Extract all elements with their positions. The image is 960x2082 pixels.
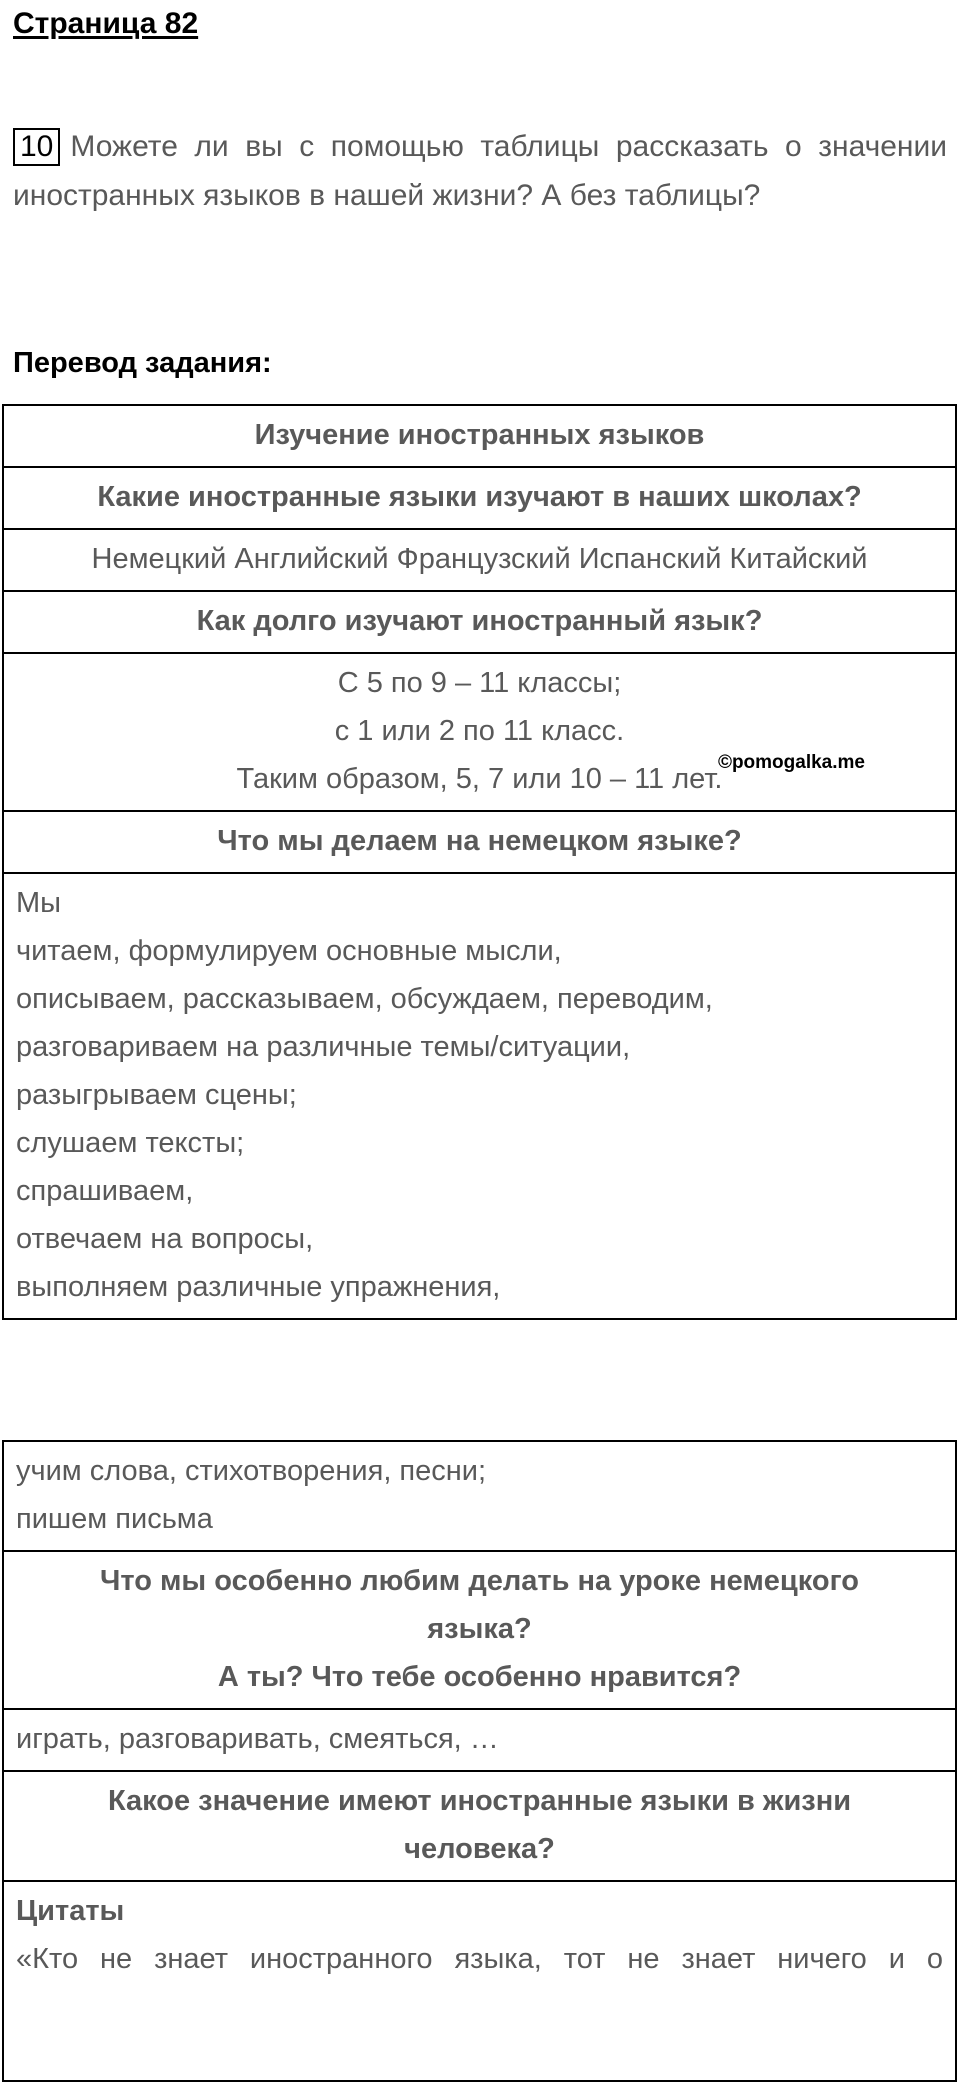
table-title: Изучение иностранных языков	[254, 419, 705, 451]
answer-duration-line: с 1 или 2 по 11 класс.	[334, 715, 625, 747]
question-favorite-line: А ты? Что тебе особенно нравится?	[217, 1661, 742, 1693]
translation-table-continued	[2, 1440, 957, 2082]
question-row-duration	[4, 590, 955, 652]
activity-line: Мы	[16, 887, 62, 919]
question-row-activities	[4, 810, 955, 872]
activity-line: разговариваем на различные темы/ситуации,	[16, 1031, 631, 1063]
quotes-label: Цитаты	[16, 1895, 125, 1927]
answer-row-activities-continued	[4, 1442, 955, 1550]
activity-line: выполняем различные упражнения,	[16, 1271, 501, 1303]
activity-line: спрашиваем,	[16, 1175, 194, 1207]
quotes-row	[4, 1880, 955, 2080]
table-title-row	[4, 406, 955, 466]
watermark: ©pomogalka.me	[717, 752, 865, 773]
answer-languages: Немецкий Английский Французский Испанский Китайский	[91, 543, 868, 575]
question-row-importance	[4, 1770, 955, 1880]
activity-line: разыгрываем сцены;	[16, 1079, 297, 1111]
translation-heading: Перевод задания:	[13, 347, 272, 379]
quote-line: «Кто не знает иностранного языка, тот не знает ничего и о	[16, 1943, 943, 1975]
answer-favorite: играть, разговаривать, смеяться, …	[16, 1723, 499, 1755]
question-favorite-line: Что мы особенно любим делать на уроке немецкого	[100, 1565, 859, 1597]
answer-row-favorite	[4, 1708, 955, 1770]
answer-row-activities	[4, 872, 955, 1318]
activity-line: слушаем тексты;	[16, 1127, 245, 1159]
page-heading: Страница 82	[13, 7, 199, 40]
task-paragraph	[13, 122, 947, 220]
task-text: Можете ли вы с помощью таблицы рассказать о значении иностранных языков в нашей жизни? А без таблицы?	[13, 130, 947, 212]
question-row-languages	[4, 466, 955, 528]
question-languages: Какие иностранные языки изучают в наших школах?	[97, 481, 862, 513]
answer-row-duration	[4, 652, 955, 810]
activity-line: учим слова, стихотворения, песни;	[16, 1455, 487, 1487]
question-favorite-line: языка?	[427, 1613, 532, 1645]
question-row-favorite	[4, 1550, 955, 1708]
answer-row-languages	[4, 528, 955, 590]
activity-line: отвечаем на вопросы,	[16, 1223, 314, 1255]
activity-line: пишем письма	[16, 1503, 213, 1535]
activity-line: читаем, формулируем основные мысли,	[16, 935, 562, 967]
question-importance-line: человека?	[404, 1833, 555, 1865]
translation-table	[2, 404, 957, 1320]
question-duration: Как долго изучают иностранный язык?	[196, 605, 763, 637]
answer-duration-line: С 5 по 9 – 11 классы;	[337, 667, 622, 699]
activity-line: описываем, рассказываем, обсуждаем, переводим,	[16, 983, 713, 1015]
task-number-box: 10	[13, 128, 60, 166]
question-importance-line: Какое значение имеют иностранные языки в жизни	[107, 1785, 852, 1817]
answer-duration-line: Таким образом, 5, 7 или 10 – 11 лет.	[236, 763, 723, 795]
question-activities: Что мы делаем на немецком языке?	[217, 825, 742, 857]
